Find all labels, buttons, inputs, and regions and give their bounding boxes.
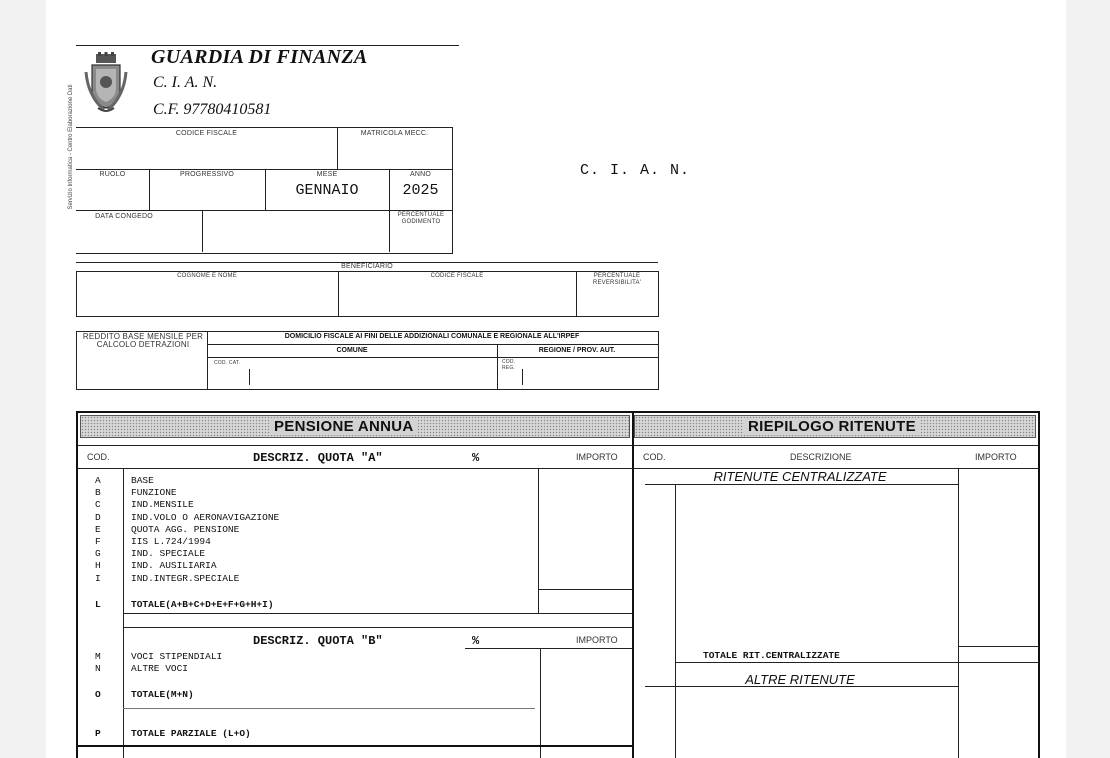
codice-fiscale-label: CODICE FISCALE	[175, 130, 238, 137]
totale-b-code: O	[95, 689, 101, 700]
quota-a-item-code: H	[95, 560, 101, 572]
percentuale-godimento-label: PERCENTUALE GODIMENTO	[397, 212, 445, 225]
quota-a-item-desc: FUNZIONE	[131, 487, 177, 499]
quota-a-percent: %	[472, 451, 480, 465]
cod-cat-label: COD. CAT.	[214, 360, 241, 366]
quota-a-item-code: F	[95, 536, 101, 548]
beneficiario-label: BENEFICIARIO	[341, 263, 393, 270]
regione-label: REGIONE / PROV. AUT.	[538, 347, 616, 354]
percentuale-reversibilita-label: PERCENTUALE REVERSIBILITA'	[592, 273, 642, 286]
crest-logo	[84, 52, 128, 114]
vertical-text-label: Servizio Informatica - Centro Elaborazione Dati	[68, 84, 74, 210]
quota-a-item-desc: IND.MENSILE	[131, 499, 194, 511]
quota-b-item-code: M	[95, 651, 101, 662]
progressivo-label: PROGRESSIVO	[180, 171, 234, 178]
matricola-label: MATRICOLA MECC.	[360, 130, 429, 137]
quota-b-item-desc: ALTRE VOCI	[131, 663, 189, 675]
quota-a-item-code: B	[95, 487, 101, 499]
ritenute-title: RIEPILOGO RITENUTE	[744, 418, 920, 435]
data-congedo-label: DATA CONGEDO	[95, 213, 153, 220]
quota-a-item-desc: IND.INTEGR.SPECIALE	[131, 572, 240, 584]
ruolo-label: RUOLO	[99, 171, 126, 178]
vertical-side-text	[63, 70, 75, 230]
cognome-nome-label: COGNOME E NOME	[177, 273, 237, 279]
quota-a-item-desc: IIS L.724/1994	[131, 536, 211, 548]
quota-a-item-code: C	[95, 499, 101, 511]
quota-a-item-code: D	[95, 511, 101, 523]
domicilio-label: DOMICILIO FISCALE AI FINI DELLE ADDIZIONALI COMUNALE E REGIONALE ALL'IRPEF	[284, 333, 580, 340]
anno-label: ANNO	[409, 171, 432, 178]
quota-a-item-code: G	[95, 548, 101, 560]
header-cian: C. I. A. N.	[153, 74, 218, 91]
pensione-cod-label: COD.	[87, 452, 110, 462]
quota-a-label: DESCRIZ. QUOTA "A"	[253, 451, 383, 465]
quota-b-codes	[95, 651, 101, 675]
quota-a-item-code: I	[95, 572, 101, 584]
altre-ritenute-label: ALTRE RITENUTE	[745, 672, 855, 687]
ritenute-cod-label: COD.	[643, 452, 666, 462]
quota-b-item-desc: VOCI STIPENDIALI	[131, 651, 223, 662]
ritenute-centralizzate-label: RITENUTE CENTRALIZZATE	[713, 469, 887, 484]
beneficiario-cf-label: CODICE FISCALE	[430, 273, 484, 279]
mese-label: MESE	[316, 171, 338, 178]
reddito-label: REDDITO BASE MENSILE PER CALCOLO DETRAZIONI	[82, 332, 204, 349]
quota-b-descriptions	[131, 651, 222, 675]
totale-parziale-desc: TOTALE PARZIALE (L+O)	[131, 728, 251, 739]
quota-a-item-code: A	[95, 475, 101, 486]
quota-a-item-code: E	[95, 523, 101, 535]
quota-a-item-desc: IND.VOLO O AERONAVIGAZIONE	[131, 511, 280, 523]
ritenute-importo-label: IMPORTO	[975, 452, 1017, 462]
mese-value: GENNAIO	[295, 182, 359, 199]
comune-label: COMUNE	[336, 347, 368, 354]
quota-b-item-code: N	[95, 663, 101, 675]
totale-centralizzate-label: TOTALE RIT.CENTRALIZZATE	[703, 650, 840, 661]
totale-a-code: L	[95, 599, 101, 610]
anno-value: 2025	[402, 182, 439, 199]
totale-a-desc: TOTALE(A+B+C+D+E+F+G+H+I)	[131, 599, 274, 610]
quota-a-descriptions	[131, 475, 461, 585]
cod-reg-label: COD. REG.	[502, 359, 516, 371]
header-title: GUARDIA DI FINANZA	[151, 46, 368, 68]
header-cf: C.F. 97780410581	[153, 101, 272, 118]
quota-a-item-desc: IND. SPECIALE	[131, 548, 206, 560]
ritenute-descrizione-label: DESCRIZIONE	[790, 452, 852, 462]
quota-a-item-desc: BASE	[131, 475, 154, 486]
quota-b-label: DESCRIZ. QUOTA "B"	[253, 634, 383, 648]
quota-a-item-desc: QUOTA AGG. PENSIONE	[131, 523, 240, 535]
cian-title: C. I. A. N.	[580, 162, 691, 179]
document-page	[46, 0, 1066, 758]
quota-b-percent: %	[472, 634, 480, 648]
quota-b-importo-label: IMPORTO	[576, 635, 618, 645]
quota-a-item-desc: IND. AUSILIARIA	[131, 560, 217, 572]
totale-b-desc: TOTALE(M+N)	[131, 689, 194, 700]
pensione-title: PENSIONE ANNUA	[270, 418, 418, 435]
totale-parziale-code: P	[95, 728, 101, 739]
quota-a-importo-label: IMPORTO	[576, 452, 618, 462]
quota-a-codes	[95, 475, 109, 585]
